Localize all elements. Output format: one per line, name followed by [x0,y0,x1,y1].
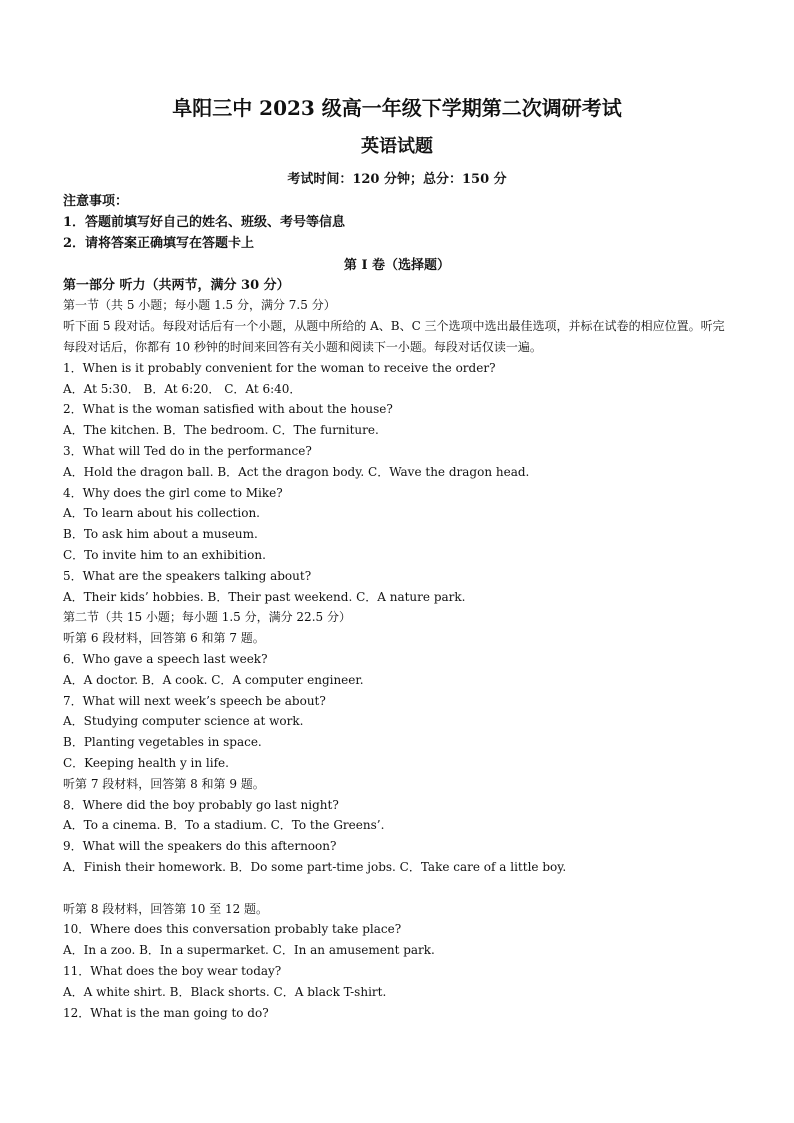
section2-heading: 第二节（共 15 小题；每小题 1.5 分，满分 22.5 分） [63,610,351,624]
question-line: 3．What will Ted do in the performance? [63,444,312,458]
options-line: A．Their kids’ hobbies. B．Their past weekend. C．A nature park. [63,590,466,604]
options-line: A．At 5:30． B．At 6:20． C．At 6:40． [63,382,302,396]
options-line: A．A white shirt. B．Black shorts. C．A black T-shirt. [63,985,387,999]
options-line: A．To learn about his collection. [63,506,260,520]
question-line: 6．Who gave a speech last week? [63,652,268,666]
material-heading: 听第 6 段材料，回答第 6 和第 7 题。 [63,631,265,645]
material-heading: 听第 7 段材料，回答第 8 和第 9 题。 [63,777,265,791]
question-line: 2．What is the woman satisfied with about the house? [63,402,393,416]
question-line: 5．What are the speakers talking about? [63,569,312,583]
section1-heading: 第一节（共 5 小题；每小题 1.5 分，满分 7.5 分） [63,298,336,312]
question-line: 7．What will next week’s speech be about? [63,694,326,708]
part1-heading: 第一部分 听力（共两节，满分 30 分） [63,278,290,293]
question-line: 10．Where does this conversation probably take place? [63,922,402,936]
options-line: B．To ask him about a museum. [63,527,258,541]
options-line: C．Keeping health y in life. [63,756,229,770]
note-item: 1．答题前填写好自己的姓名、班级、考号等信息 [63,215,346,230]
notes-heading: 注意事项： [63,194,129,209]
section1-instructions: 听下面 5 段对话。每段对话后有一个小题，从题中所给的 A、B、C 三个选项中选出最佳选项，并标在试卷的相应位置。听完每段对话后，你都有 10 秒钟的时间来回答有关小题和阅读下一小题。每段对话仅读一遍。 [63,319,725,354]
question-line: 8．Where did the boy probably go last night? [63,798,339,812]
volume-title: 第 I 卷（选择题） [343,258,451,273]
options-line: A．Studying computer science at work. [63,714,304,728]
question-line: 11．What does the boy wear today? [63,964,282,978]
exam-title: 阜阳三中 2023 级高一年级下学期第二次调研考试 [172,96,622,120]
note-item: 2．请将答案正确填写在答题卡上 [63,236,255,251]
exam-info: 考试时间：120 分钟；总分：150 分 [287,172,507,187]
question-line: 1．When is it probably convenient for the woman to receive the order? [63,361,496,375]
options-line: A．The kitchen. B．The bedroom. C．The furniture. [63,423,379,437]
question-line: 4．Why does the girl come to Mike? [63,486,283,500]
material-heading: 听第 8 段材料，回答第 10 至 12 题。 [63,902,269,916]
options-line: A．A doctor. B．A cook. C．A computer engineer. [63,673,364,687]
options-line: C．To invite him to an exhibition. [63,548,266,562]
question-line: 12．What is the man going to do? [63,1006,269,1020]
options-line: A．Hold the dragon ball. B．Act the dragon body. C．Wave the dragon head. [63,465,530,479]
options-line: A．Finish their homework. B．Do some part-time jobs. C．Take care of a little boy. [63,860,567,874]
options-line: A．To a cinema. B．To a stadium. C．To the Greens’. [63,818,385,832]
exam-subtitle: 英语试题 [361,136,433,157]
options-line: B．Planting vegetables in space. [63,735,262,749]
question-line: 9．What will the speakers do this afternoon? [63,839,337,853]
options-line: A．In a zoo. B．In a supermarket. C．In an amusement park. [63,943,435,957]
